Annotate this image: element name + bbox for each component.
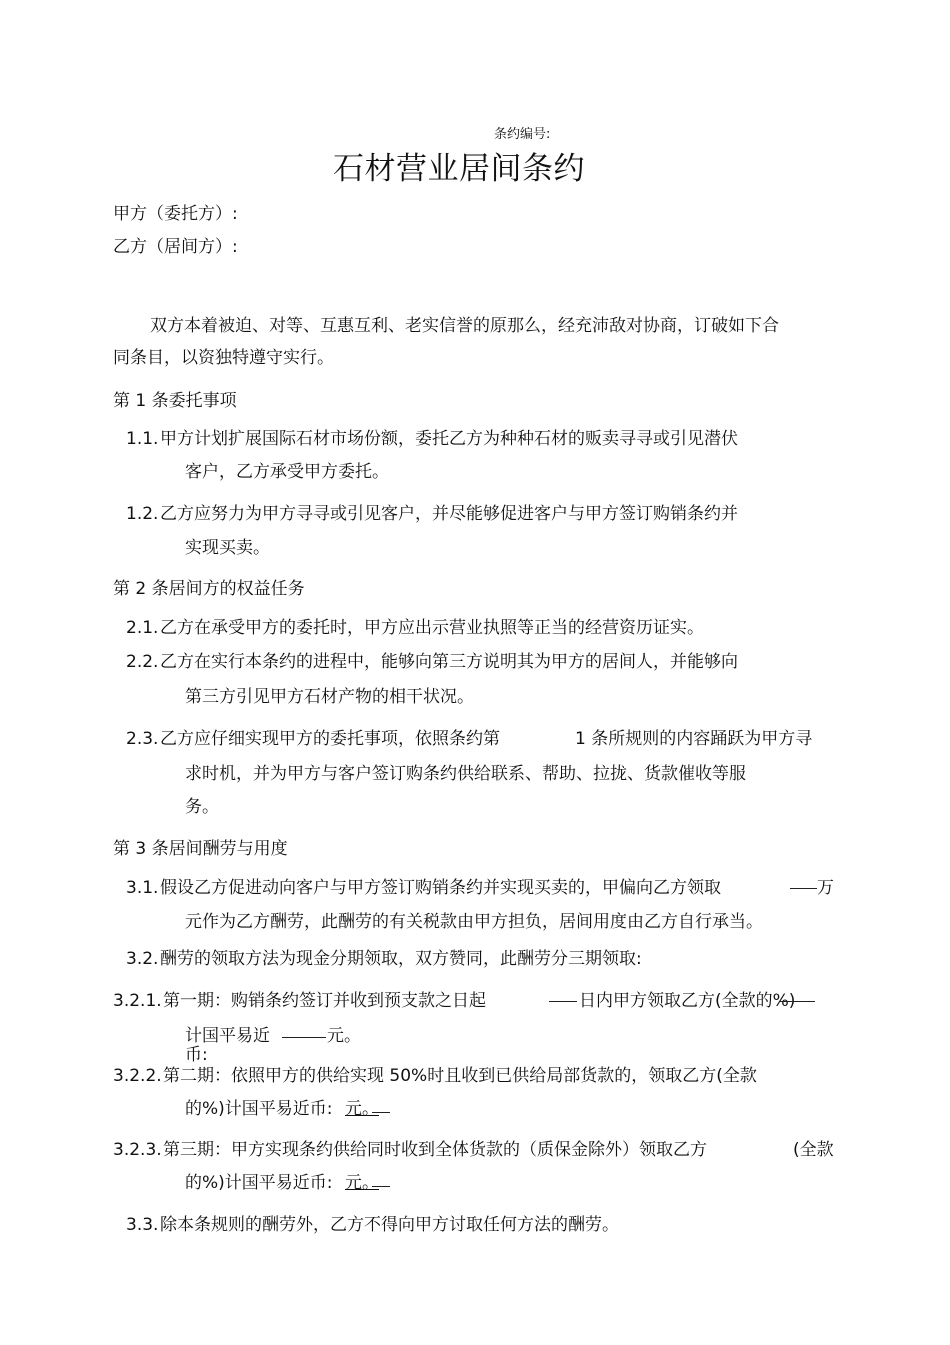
clause-2-2-line-1: 乙方在实行本条约的进程中，能够向第三方说明其为甲方的居间人，并能够向 [160, 652, 738, 672]
blank-underline [372, 1102, 390, 1113]
blank-underline [282, 1027, 326, 1038]
article-1-heading: 第 1 条委托事项 [113, 391, 237, 411]
clause-1-1-line-2: 客户，乙方承受甲方委托。 [185, 462, 389, 482]
clause-number: 1.2. [126, 504, 159, 524]
clause-3-2-2-line-2b: 元。 [345, 1099, 379, 1119]
party-a-label: 甲方（委托方）: [113, 204, 238, 224]
clause-2-3-line-1a: 乙方应仔细实现甲方的委托事项，依照条约第 [160, 729, 500, 749]
contract-number-label: 条约编号: [494, 127, 551, 142]
clause-3-2-1-line-2a: 计国平易近 [185, 1026, 270, 1046]
clause-3-2-3-line-1a: 第三期：甲方实现条约供给同时收到全体货款的（质保金除外）领取乙方 [163, 1140, 707, 1160]
clause-3-2-1-line-1b: 日内甲方领取乙方(全款的%) [579, 991, 796, 1011]
clause-3-2-3-line-2b: 元。 [345, 1173, 379, 1193]
clause-2-3-line-3: 务。 [185, 797, 219, 817]
clause-1-2-line-1: 乙方应努力为甲方寻寻或引见客户，并尽能够促进客户与甲方签订购销条约并 [160, 504, 738, 524]
clause-3-2-1-line-1a: 第一期：购销条约签订并收到预支款之日起 [163, 991, 486, 1011]
clause-number: 3.2.2. [113, 1066, 162, 1086]
clause-3-1-line-1b: 万 [817, 878, 834, 898]
article-3-heading: 第 3 条居间酬劳与用度 [113, 839, 288, 859]
clause-3-2-line-1: 酬劳的领取方法为现金分期领取，双方赞同，此酬劳分三期领取: [160, 949, 642, 969]
clause-number: 2.3. [126, 729, 159, 749]
party-b-label: 乙方（居间方）: [113, 237, 238, 257]
clause-3-1-line-2: 元作为乙方酬劳，此酬劳的有关税款由甲方担负，居间用度由乙方自行承当。 [185, 912, 763, 932]
clause-2-2-line-2: 第三方引见甲方石材产物的相干状况。 [185, 687, 474, 707]
clause-number: 3.3. [126, 1215, 159, 1235]
clause-3-3-line-1: 除本条规则的酬劳外，乙方不得向甲方讨取任何方法的酬劳。 [160, 1215, 619, 1235]
clause-3-2-3-line-2a: 的%)计国平易近币: [185, 1173, 333, 1193]
clause-2-3-line-2: 求时机，并为甲方与客户签订购条约供给联系、帮助、拉拢、货款催收等服 [185, 764, 746, 784]
clause-3-2-1-line-3: 币: [185, 1045, 208, 1065]
clause-1-2-line-2: 实现买卖。 [185, 538, 270, 558]
clause-number: 3.1. [126, 878, 159, 898]
preamble-line-1: 双方本着被迫、对等、互惠互利、老实信誉的原那么，经充沛敌对协商，订破如下合 [150, 316, 779, 336]
clause-number: 1.1. [126, 429, 159, 449]
blank-underline [372, 1176, 390, 1187]
clause-2-1-line-1: 乙方在承受甲方的委托时，甲方应出示营业执照等正当的经营资历证实。 [160, 618, 704, 638]
clause-3-2-2-line-1: 第二期：依照甲方的供给实现 50%时且收到已供给局部货款的，领取乙方(全款 [163, 1066, 757, 1086]
document-title: 石材营业居间条约 [333, 151, 585, 187]
blank-underline [549, 991, 577, 1002]
clause-2-3-line-1b: 1 条所规则的内容踊跃为甲方寻 [575, 729, 813, 749]
clause-3-2-1-line-2b: 元。 [327, 1026, 361, 1046]
clause-3-1-line-1a: 假设乙方促进动向客户与甲方签订购销条约并实现买卖的，甲偏向乙方领取 [160, 878, 721, 898]
clause-number: 2.2. [126, 652, 159, 672]
blank-underline [790, 878, 817, 889]
preamble-line-2: 同条目，以资独特遵守实行。 [113, 348, 334, 368]
clause-number: 2.1. [126, 618, 159, 638]
article-2-heading: 第 2 条居间方的权益任务 [113, 579, 305, 599]
clause-3-2-2-line-2a: 的%)计国平易近币: [185, 1099, 333, 1119]
clause-number: 3.2.3. [113, 1140, 162, 1160]
clause-3-2-3-line-1b: (全款 [793, 1140, 834, 1160]
clause-number: 3.2. [126, 949, 159, 969]
clause-number: 3.2.1. [113, 991, 162, 1011]
clause-1-1-line-1: 甲方计划扩展国际石材市场份额，委托乙方为种种石材的贩卖寻寻或引见潜伏 [160, 429, 738, 449]
strike-line [779, 1001, 815, 1002]
